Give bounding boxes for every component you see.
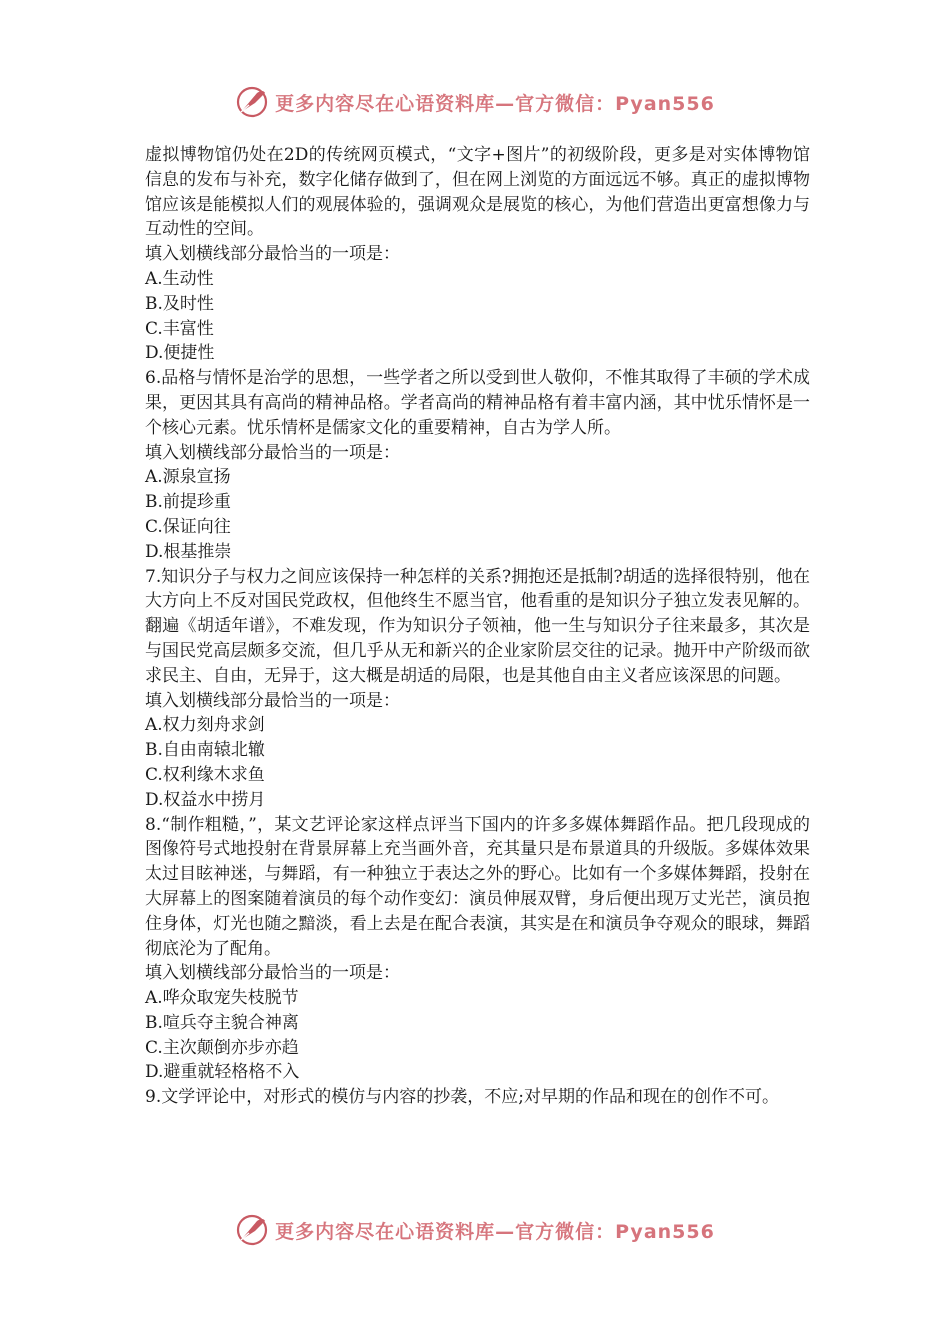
q7-option-c: C.权利缘木求鱼 xyxy=(145,764,265,785)
q8-option-c: C.主次颠倒亦步亦趋 xyxy=(145,1037,299,1058)
q6-option-d: D.根基推崇 xyxy=(145,541,232,562)
q6-passage: 6.品格与情怀是治学的思想，一些学者之所以受到世人敬仰，不惟其取得了丰硕的学术成果，更因其具有高尚的精神品格。学者高尚的精神品格有着丰富内涵，其中忧乐情怀是一个核心元素。忧乐情杯是儒家文化的重要精神，自古为学人所。 xyxy=(145,368,810,438)
q8-option-b: B.喧兵夺主貌合神离 xyxy=(145,1012,299,1033)
q5-option-a: A.生动性 xyxy=(145,268,214,289)
q5-option-c: C.丰富性 xyxy=(145,318,214,339)
header-banner xyxy=(0,82,950,122)
quill-pen-logo-icon xyxy=(235,1213,269,1247)
q9-passage: 9.文学评论中，对形式的模仿与内容的抄袭，不应;对早期的作品和现在的创作不可。 xyxy=(145,1087,779,1108)
quill-pen-logo-icon xyxy=(235,85,269,119)
q6-option-b: B.前提珍重 xyxy=(145,492,231,513)
q8-prompt: 填入划横线部分最恰当的一项是： xyxy=(145,963,400,984)
q7-option-b: B.自由南辕北辙 xyxy=(145,740,265,761)
q7-option-a: A.权力刻舟求剑 xyxy=(145,715,265,736)
q5-option-d: D.便捷性 xyxy=(145,343,215,364)
q6-option-c: C.保证向往 xyxy=(145,516,231,537)
q6-option-a: A.源泉宣扬 xyxy=(145,467,231,488)
q5-option-b: B.及时性 xyxy=(145,293,214,314)
q8-passage: 8.“制作粗糙，”，某文艺评论家这样点评当下国内的许多多媒体舞蹈作品。把几段现成的图像符号式地投射在背景屏幕上充当画外音，充其量只是布景道具的升级版。多媒体效果太过目眩神迷，与舞蹈，有一种独立于表达之外的野心。比如有一个多媒体舞蹈，投射在大屏幕上的图案随着演员的每个动作变幻：演员伸展双臂，身后便出现万丈光芒，演员抱住身体，灯光也随之黯淡，看上去是在配合表演，其实是在和演员争夺观众的眼球，舞蹈彻底沦为了配角。 xyxy=(145,814,810,959)
footer-banner xyxy=(0,1210,950,1250)
q6-prompt: 填入划横线部分最恰当的一项是： xyxy=(145,442,400,463)
q7-option-d: D.权益水中捞月 xyxy=(145,789,266,810)
header-banner-text: 更多内容尽在心语资料库—官方微信：Pyan556 xyxy=(275,92,715,115)
q5-passage: 虚拟博物馆仍处在2D的传统网页模式，“文字+图片”的初级阶段，更多是对实体博物馆信息的发布与补充，数字化储存做到了，但在网上浏览的方面远远不够。真正的虚拟博物馆应该是能模拟人们的观展体验的，强调观众是展览的核心，为他们营造出更富想像力与互动性的空间。 xyxy=(145,145,810,240)
q7-prompt: 填入划横线部分最恰当的一项是： xyxy=(145,690,400,711)
q7-passage: 7.知识分子与权力之间应该保持一种怎样的关系?拥抱还是抵制?胡适的选择很特别，他在大方向上不反对国民党政权，但他终生不愿当官，他看重的是知识分子独立发表见解的。翻遍《胡适年谱》，不难发现，作为知识分子领袖，他一生与知识分子往来最多，其次是与国民党高层颇多交流，但几乎从无和新兴的企业家阶层交往的记录。抛开中产阶级而欲求民主、自由，无异于，这大概是胡适的局限，也是其他自由主义者应该深思的问题。 xyxy=(145,566,810,686)
q5-prompt: 填入划横线部分最恰当的一项是： xyxy=(145,244,400,265)
footer-banner-text: 更多内容尽在心语资料库—官方微信：Pyan556 xyxy=(275,1220,715,1243)
q8-option-a: A.哗众取宠失枝脱节 xyxy=(145,988,299,1009)
document-body xyxy=(145,143,810,1110)
q8-option-d: D.避重就轻格格不入 xyxy=(145,1062,300,1083)
